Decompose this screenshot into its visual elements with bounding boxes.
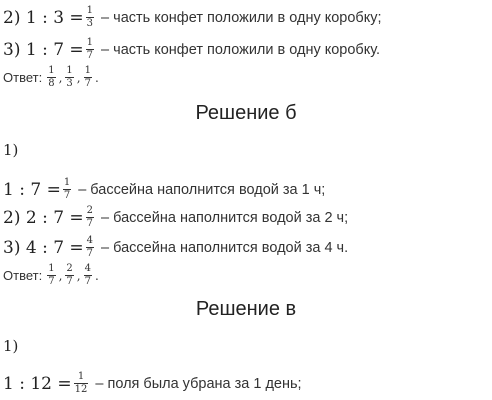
numerator: 1 xyxy=(77,371,85,382)
math-expression: 3) 1 : 7 = xyxy=(3,39,84,60)
answer-line xyxy=(3,264,100,287)
separator: , xyxy=(58,268,63,283)
numerator: 4 xyxy=(84,263,91,274)
fraction xyxy=(47,264,55,287)
math-expression: 2) 2 : 7 = xyxy=(3,207,84,228)
explanation-text: – часть конфет положили в одну коробку. xyxy=(101,41,381,58)
numerator: 1 xyxy=(48,263,55,274)
solution-line xyxy=(3,178,325,201)
solution-line xyxy=(3,236,348,259)
denominator: 7 xyxy=(86,50,94,61)
denominator: 3 xyxy=(86,18,94,29)
fraction xyxy=(86,38,94,61)
denominator: 7 xyxy=(63,190,71,201)
fraction xyxy=(65,264,73,287)
separator: , xyxy=(76,268,81,283)
numerator: 4 xyxy=(86,235,94,246)
math-expression: 3) 4 : 7 = xyxy=(3,237,84,258)
answer-label: Ответ: xyxy=(3,268,43,283)
separator: , xyxy=(76,70,81,85)
solution-line xyxy=(3,38,380,61)
section-heading: Решение б xyxy=(195,102,297,124)
fraction xyxy=(86,236,94,259)
numerator: 1 xyxy=(86,5,94,16)
end-period: . xyxy=(94,268,99,283)
solution-line xyxy=(3,206,348,229)
denominator: 7 xyxy=(84,78,91,89)
numerator: 1 xyxy=(66,65,73,76)
denominator: 8 xyxy=(48,78,55,89)
numerator: 1 xyxy=(63,177,71,188)
denominator: 12 xyxy=(74,384,88,395)
fraction xyxy=(65,66,73,89)
numerator: 2 xyxy=(86,205,94,216)
section-heading: Решение в xyxy=(195,298,297,320)
denominator: 7 xyxy=(86,248,94,259)
denominator: 7 xyxy=(84,276,91,287)
end-period: . xyxy=(94,70,99,85)
explanation-text: – бассейна наполнится водой за 1 ч; xyxy=(78,181,326,198)
fraction xyxy=(63,178,71,201)
step-number xyxy=(3,337,18,355)
denominator: 7 xyxy=(48,276,55,287)
fraction xyxy=(47,66,55,89)
answer-label: Ответ: xyxy=(3,70,43,85)
step-label: 1) xyxy=(3,141,19,159)
math-expression: 1 : 12 = xyxy=(3,373,72,394)
numerator: 1 xyxy=(48,65,55,76)
denominator: 3 xyxy=(66,78,73,89)
explanation-text: – бассейна наполнится водой за 4 ч. xyxy=(101,239,349,256)
fraction xyxy=(74,372,89,395)
fraction xyxy=(86,6,94,29)
step-number xyxy=(3,141,18,159)
numerator: 2 xyxy=(66,263,73,274)
math-expression: 1 : 7 = xyxy=(3,179,61,200)
explanation-text: – бассейна наполнится водой за 2 ч; xyxy=(101,209,349,226)
fraction xyxy=(84,264,92,287)
numerator: 1 xyxy=(86,37,94,48)
explanation-text: – поля была убрана за 1 день; xyxy=(95,375,302,392)
denominator: 7 xyxy=(66,276,73,287)
fraction xyxy=(86,206,94,229)
solution-line xyxy=(3,372,302,395)
solution-line xyxy=(3,6,382,29)
denominator: 7 xyxy=(86,218,94,229)
numerator: 1 xyxy=(84,65,91,76)
explanation-text: – часть конфет положили в одну коробку; xyxy=(101,9,382,26)
fraction xyxy=(84,66,92,89)
separator: , xyxy=(58,70,63,85)
answer-line xyxy=(3,66,100,89)
step-label: 1) xyxy=(3,337,19,355)
math-expression: 2) 1 : 3 = xyxy=(3,7,84,28)
